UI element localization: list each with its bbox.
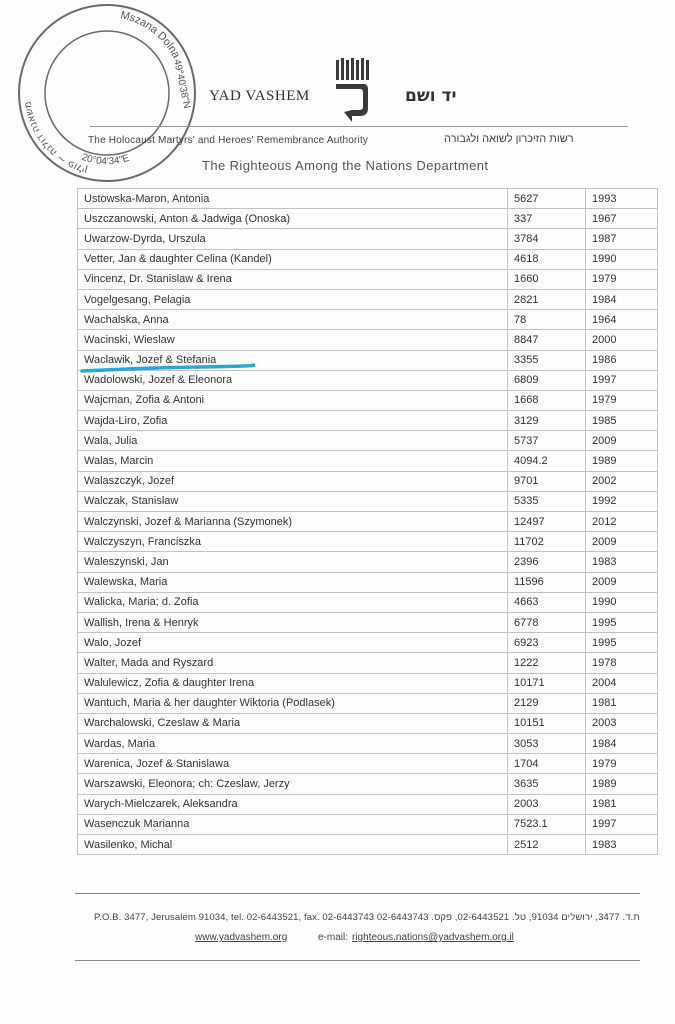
table-row: [78, 754, 658, 774]
name-cell: Vetter, Jan & daughter Celina (Kandel): [78, 249, 508, 269]
brand-name-english: YAD VASHEM: [209, 88, 310, 104]
file-number-cell: 10151: [508, 713, 586, 733]
name-cell: Warych-Mielczarek, Aleksandra: [78, 794, 508, 814]
file-number-cell: 3784: [508, 229, 586, 249]
website-link[interactable]: www.yadvashem.org: [195, 932, 288, 943]
year-cell: 1981: [586, 693, 658, 713]
file-number-cell: 12497: [508, 512, 586, 532]
year-cell: 2000: [586, 330, 658, 350]
year-cell: 1987: [586, 229, 658, 249]
year-cell: 1981: [586, 794, 658, 814]
header-divider: [90, 126, 628, 127]
stamp-right-text: 49°40'38"N: [171, 58, 193, 110]
year-cell: 1979: [586, 390, 658, 410]
file-number-cell: 4618: [508, 249, 586, 269]
table-row: [78, 431, 658, 451]
table-row: [78, 653, 658, 673]
table-row: [78, 673, 658, 693]
department-title: The Righteous Among the Nations Department: [202, 158, 489, 173]
year-cell: 1992: [586, 491, 658, 511]
year-cell: 1986: [586, 350, 658, 370]
name-cell: Walas, Marcin: [78, 451, 508, 471]
name-cell: Wallish, Irena & Henryk: [78, 612, 508, 632]
year-cell: 1997: [586, 814, 658, 834]
stamp-left-text: משאנה דולנה ~ פולין: [22, 100, 89, 176]
table-row: [78, 390, 658, 410]
file-number-cell: 9701: [508, 471, 586, 491]
year-cell: 2004: [586, 673, 658, 693]
footer-divider-bottom: [75, 960, 640, 961]
email-label: e-mail:: [318, 932, 349, 943]
name-cell: Wasilenko, Michal: [78, 835, 508, 855]
table-row: [78, 835, 658, 855]
year-cell: 1990: [586, 592, 658, 612]
name-cell: Walicka, Maria; d. Zofia: [78, 592, 508, 612]
year-cell: 1985: [586, 411, 658, 431]
file-number-cell: 2821: [508, 289, 586, 309]
name-cell: Wantuch, Maria & her daughter Wiktoria (Podlasek): [78, 693, 508, 713]
file-number-cell: 3129: [508, 411, 586, 431]
table-body: [78, 189, 658, 855]
name-cell: Wadolowski, Jozef & Eleonora: [78, 370, 508, 390]
file-number-cell: 5737: [508, 431, 586, 451]
year-cell: 1990: [586, 249, 658, 269]
name-cell: Wardas, Maria: [78, 734, 508, 754]
file-number-cell: 7523.1: [508, 814, 586, 834]
file-number-cell: 11596: [508, 572, 586, 592]
table-row: [78, 774, 658, 794]
name-cell: Waleszynski, Jan: [78, 552, 508, 572]
year-cell: 1997: [586, 370, 658, 390]
table-row: [78, 633, 658, 653]
location-stamp: [14, 0, 200, 186]
year-cell: 1967: [586, 209, 658, 229]
year-cell: 1978: [586, 653, 658, 673]
name-cell: Walo, Jozef: [78, 633, 508, 653]
file-number-cell: 1660: [508, 269, 586, 289]
stamp-top-text: Mszana Dolna: [119, 9, 183, 61]
table-row: [78, 471, 658, 491]
name-cell: Walewska, Maria: [78, 572, 508, 592]
brand-name-hebrew: יד ושם: [405, 86, 457, 106]
table-row: [78, 451, 658, 471]
name-cell: Wachalska, Anna: [78, 310, 508, 330]
table-row: [78, 491, 658, 511]
table-row: [78, 532, 658, 552]
year-cell: 1983: [586, 552, 658, 572]
footer-divider-top: [75, 893, 640, 894]
table-row: [78, 209, 658, 229]
table-row: [78, 592, 658, 612]
name-cell: Vogelgesang, Pelagia: [78, 289, 508, 309]
stamp-bottom-text: 20°04'34"E: [80, 151, 131, 168]
year-cell: 1995: [586, 612, 658, 632]
file-number-cell: 8847: [508, 330, 586, 350]
table-row: [78, 512, 658, 532]
file-number-cell: 6923: [508, 633, 586, 653]
file-number-cell: 2003: [508, 794, 586, 814]
year-cell: 1989: [586, 451, 658, 471]
file-number-cell: 5335: [508, 491, 586, 511]
name-cell: Vincenz, Dr. Stanislaw & Irena: [78, 269, 508, 289]
file-number-cell: 5627: [508, 189, 586, 209]
year-cell: 2009: [586, 572, 658, 592]
table-row: [78, 229, 658, 249]
name-cell: Walaszczyk, Jozef: [78, 471, 508, 491]
authority-name-hebrew: רשות הזיכרון לשואה ולגבורה: [444, 133, 574, 145]
file-number-cell: 3635: [508, 774, 586, 794]
file-number-cell: 1222: [508, 653, 586, 673]
table-row: [78, 249, 658, 269]
name-cell: Walter, Mada and Ryszard: [78, 653, 508, 673]
year-cell: 1979: [586, 754, 658, 774]
file-number-cell: 10171: [508, 673, 586, 693]
file-number-cell: 2129: [508, 693, 586, 713]
yad-vashem-logo-icon: [330, 58, 376, 124]
file-number-cell: 78: [508, 310, 586, 330]
year-cell: 2009: [586, 431, 658, 451]
year-cell: 2009: [586, 532, 658, 552]
name-cell: Walczynski, Jozef & Marianna (Szymonek): [78, 512, 508, 532]
table-row: [78, 330, 658, 350]
name-cell: Wacinski, Wieslaw: [78, 330, 508, 350]
name-cell: Uwarzow-Dyrda, Urszula: [78, 229, 508, 249]
name-cell: Wala, Julia: [78, 431, 508, 451]
year-cell: 1983: [586, 835, 658, 855]
table-row: [78, 411, 658, 431]
table-row: [78, 734, 658, 754]
name-cell: Ustowska-Maron, Antonia: [78, 189, 508, 209]
name-cell: Walczak, Stanislaw: [78, 491, 508, 511]
righteous-list-table: [77, 188, 658, 855]
file-number-cell: 2396: [508, 552, 586, 572]
file-number-cell: 4663: [508, 592, 586, 612]
year-cell: 1993: [586, 189, 658, 209]
table-row: [78, 572, 658, 592]
file-number-cell: 1668: [508, 390, 586, 410]
file-number-cell: 11702: [508, 532, 586, 552]
table-row: [78, 552, 658, 572]
file-number-cell: 1704: [508, 754, 586, 774]
name-cell: Warchalowski, Czeslaw & Maria: [78, 713, 508, 733]
name-cell: Walulewicz, Zofia & daughter Irena: [78, 673, 508, 693]
year-cell: 1995: [586, 633, 658, 653]
name-cell: Wajcman, Zofia & Antoni: [78, 390, 508, 410]
name-cell: Waclawik, Jozef & Stefania: [78, 350, 508, 370]
year-cell: 2003: [586, 713, 658, 733]
year-cell: 1964: [586, 310, 658, 330]
file-number-cell: 337: [508, 209, 586, 229]
year-cell: 2012: [586, 512, 658, 532]
year-cell: 2002: [586, 471, 658, 491]
file-number-cell: 3355: [508, 350, 586, 370]
table-row: [78, 189, 658, 209]
file-number-cell: 6778: [508, 612, 586, 632]
name-cell: Warszawski, Eleonora; ch: Czeslaw, Jerzy: [78, 774, 508, 794]
year-cell: 1989: [586, 774, 658, 794]
name-cell: Warenica, Jozef & Stanislawa: [78, 754, 508, 774]
name-cell: Wajda-Liro, Zofia: [78, 411, 508, 431]
file-number-cell: 6809: [508, 370, 586, 390]
file-number-cell: 4094.2: [508, 451, 586, 471]
table-row: [78, 814, 658, 834]
footer-address: P.O.B. 3477, Jerusalem 91034, tel. 02-6443521, fax. 02-6443743 ת.ד. 3477, ירושלים 91034, טל. 02-6443521, פקס. 02-6443743: [94, 912, 640, 923]
table-row: [78, 794, 658, 814]
email-link[interactable]: righteous.nations@yadvashem.org.il: [352, 932, 514, 943]
file-number-cell: 2512: [508, 835, 586, 855]
table-row: [78, 612, 658, 632]
name-cell: Walczyszyn, Franciszka: [78, 532, 508, 552]
year-cell: 1984: [586, 734, 658, 754]
table-row: [78, 310, 658, 330]
table-row: [78, 713, 658, 733]
table-row: [78, 693, 658, 713]
name-cell: Uszczanowski, Anton & Jadwiga (Onoska): [78, 209, 508, 229]
authority-name-english: The Holocaust Martyrs' and Heroes' Remembrance Authority: [88, 135, 369, 146]
table-row: [78, 269, 658, 289]
year-cell: 1979: [586, 269, 658, 289]
year-cell: 1984: [586, 289, 658, 309]
table-row: [78, 289, 658, 309]
file-number-cell: 3053: [508, 734, 586, 754]
highlighter-mark: [80, 363, 255, 375]
name-cell: Wasenczuk Marianna: [78, 814, 508, 834]
